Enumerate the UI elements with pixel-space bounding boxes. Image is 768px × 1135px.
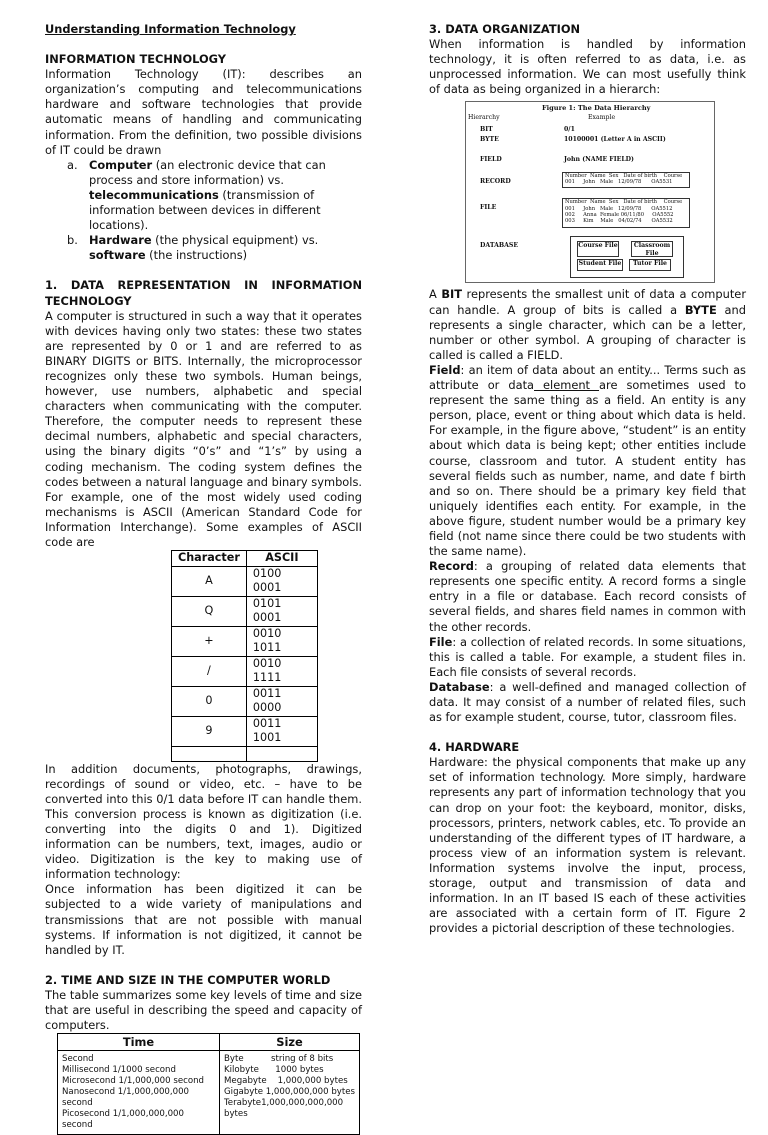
table-row: 0 0011 0000 bbox=[172, 686, 318, 716]
table-row: 9 0011 1001 bbox=[172, 716, 318, 746]
ascii-header-ascii: ASCII bbox=[246, 551, 317, 567]
section-4-heading: 4. HARDWARE bbox=[429, 740, 520, 755]
right-column bbox=[429, 22, 746, 936]
time-size-table bbox=[57, 1033, 360, 1135]
record-paragraph: Record: a grouping of related data elements that represents one specific entity. A record forms a single entry in a file or database. Each record consists of several fields, and shares field names in common with the other records. bbox=[429, 559, 746, 634]
field-paragraph: Field: an item of data about an entity... Terms such as attribute or data element are sometimes used to represent the same thing as a field. An entity is any person, place, event or thing about which data is held. For example, in the figure above, “student” is an entity about which data is being kept; other entities include course, classroom and tutor. A student entity has several fields such as number, name, and date f birth and so on. There should be a primary key field that uniquely identifies each entity. For example, in the above figure, student number would be a primary key field (not name since there could be two students with the same name). bbox=[429, 362, 746, 559]
table-row bbox=[172, 746, 318, 761]
section-1-heading: 1. DATA REPRESENTATION IN INFORMATION TECHNOLOGY bbox=[45, 278, 362, 308]
file-box: Number Name Sex Date of birth Course 001 John Male 12/09/78 OA5512 002 Anna Female 06/11/80 OA5552 003 Kim Male 04/02/74 OA5532 bbox=[562, 198, 690, 228]
section-3-heading: 3. DATA ORGANIZATION bbox=[429, 22, 581, 36]
figure-title: Figure 1: The Data Hierarchy bbox=[542, 104, 651, 113]
section-2-paragraph: The table summarizes some key levels of time and size that are useful in describing the speed and capacity of computers. bbox=[45, 987, 362, 1033]
table-row bbox=[58, 1051, 360, 1135]
database-paragraph: Database: a well-defined and managed collection of data. It may consist of a number of related files, such as for example student, course, tutor, classroom files. bbox=[429, 679, 746, 725]
bit-paragraph: A BIT represents the smallest unit of data a computer can handle. A group of bits is called a BYTE and represents a single character, which can be a letter, number or other symbol. A grouping of character is called is called a FIELD. bbox=[429, 287, 746, 362]
section-4-paragraph: Hardware: the physical components that make up any set of information technology. More simply, hardware represents any part of information technology that you can drop on your foot: the keyboard, monitor, disks, processors, printers, network cables, etc. To provide an understanding of the different types of IT hardware, a process view of an information system is relevant. Information systems involve the input, process, storage, output and transmission of data and information. In an IT based IS each of these activities are associated with a certain form of IT. Figure 2 provides a pictorial description of these technologies. bbox=[429, 755, 746, 936]
ascii-header-character: Character bbox=[172, 551, 247, 567]
it-heading: INFORMATION TECHNOLOGY bbox=[45, 52, 227, 67]
section-1-paragraph-2: In addition documents, photographs, drawings, recordings of sound or video, etc. – have to be converted into this 0/1 data before IT can handle them. This conversion process is known as digitization (i.e. converting into the digits 0 and 1). Digitized information can be numbers, text, images, audio or video. Digitization is the key to making use of information technology: bbox=[45, 761, 362, 882]
size-cell: Byte string of 8 bits Kilobyte 1000 bytes Megabyte 1,000,000 bytes Gigabyte 1,000,000,000 bytes Terabyte1,000,000,000,000 bytes bbox=[220, 1051, 360, 1135]
table-row: A 0100 0001 bbox=[172, 566, 318, 596]
list-item: a. Computer (an electronic device that can process and store information) vs. telecommunications (transmission of information between devices in different locations). bbox=[67, 157, 326, 233]
section-1-paragraph-3: Once information has been digitized it can be subjected to a wide variety of manipulations and transmissions that are not possible with manual systems. If information is not digitized, it cannot be handled by IT. bbox=[45, 882, 362, 957]
database-box: Course File Classroom File Student File Tutor File bbox=[570, 236, 684, 278]
section-3-paragraph-1: When information is handled by information technology, it is often referred to as data, i.e. as unprocessed information. We can most usefully think of data as being organized in a hierarch: bbox=[429, 37, 746, 97]
time-header: Time bbox=[58, 1034, 220, 1051]
list-item: b. Hardware (the physical equipment) vs. software (the instructions) bbox=[67, 233, 319, 263]
document-title: Understanding Information Technology bbox=[45, 22, 296, 36]
table-row: / 0010 1111 bbox=[172, 656, 318, 686]
time-cell: Second Millisecond 1/1000 second Microsecond 1/1,000,000 second Nanosecond 1/1,000,000,000 second Picosecond 1/1,000,000,000 second bbox=[58, 1051, 220, 1135]
record-box: Number Name Sex Date of birth Course 001 John Male 12/09/78 OA5531 bbox=[562, 172, 690, 188]
size-header: Size bbox=[220, 1034, 360, 1051]
table-row: + 0010 1011 bbox=[172, 626, 318, 656]
it-intro: Information Technology (IT): describes an organization’s computing and telecommunications hardware and software technologies that provide automatic means of handling and communicating information. From the definition, two possible divisions of IT could be drawn bbox=[45, 67, 362, 157]
ascii-table bbox=[171, 550, 318, 762]
data-hierarchy-figure: Figure 1: The Data Hierarchy Hierarchy Example BIT 0/1 BYTE 10100001 (Letter A in ASCII) FIELD John (NAME FIELD) RECORD Number Name Sex Date of birth Course 001 John Male 12/09/78 OA5531 FILE Number Name Sex Date of birth Course 001 John Male 12/09/78 OA5512 002 Anna Female 06/11/80 OA5552 003 Kim Male 04/02/74 OA5532 DATABASE Course File Classroom File Student File Tutor File bbox=[465, 101, 715, 283]
section-1-paragraph-1: A computer is structured in such a way that it operates with devices having only two states: these two states are represented by 0 or 1 and are referred to as BINARY DIGITS or BITS. Internally, the microprocessor recognizes only these two symbols. Human beings, however, use numbers, alphabetic and special characters when communicating with the computer. Therefore, the computer needs to represent these decimal numbers, alphabetic and special characters, using the binary digits “0’s” and “1’s” by using a coding mechanism. The coding system defines the codes between a natural language and binary symbols. For example, one of the most widely used coding mechanisms is ASCII (American Standard Code for Information Interchange). Some examples of ASCII code are bbox=[45, 308, 362, 549]
left-column bbox=[45, 22, 362, 1135]
file-paragraph: File: a collection of related records. In some situations, this is called a table. For example, a student files in. Each file consists of several records. bbox=[429, 634, 746, 679]
it-divisions-list bbox=[45, 158, 362, 264]
figure-col-hierarchy: Hierarchy bbox=[468, 114, 500, 122]
figure-col-example: Example bbox=[588, 114, 616, 122]
section-2-heading: 2. TIME AND SIZE IN THE COMPUTER WORLD bbox=[45, 972, 331, 987]
table-row: Q 0101 0001 bbox=[172, 596, 318, 626]
